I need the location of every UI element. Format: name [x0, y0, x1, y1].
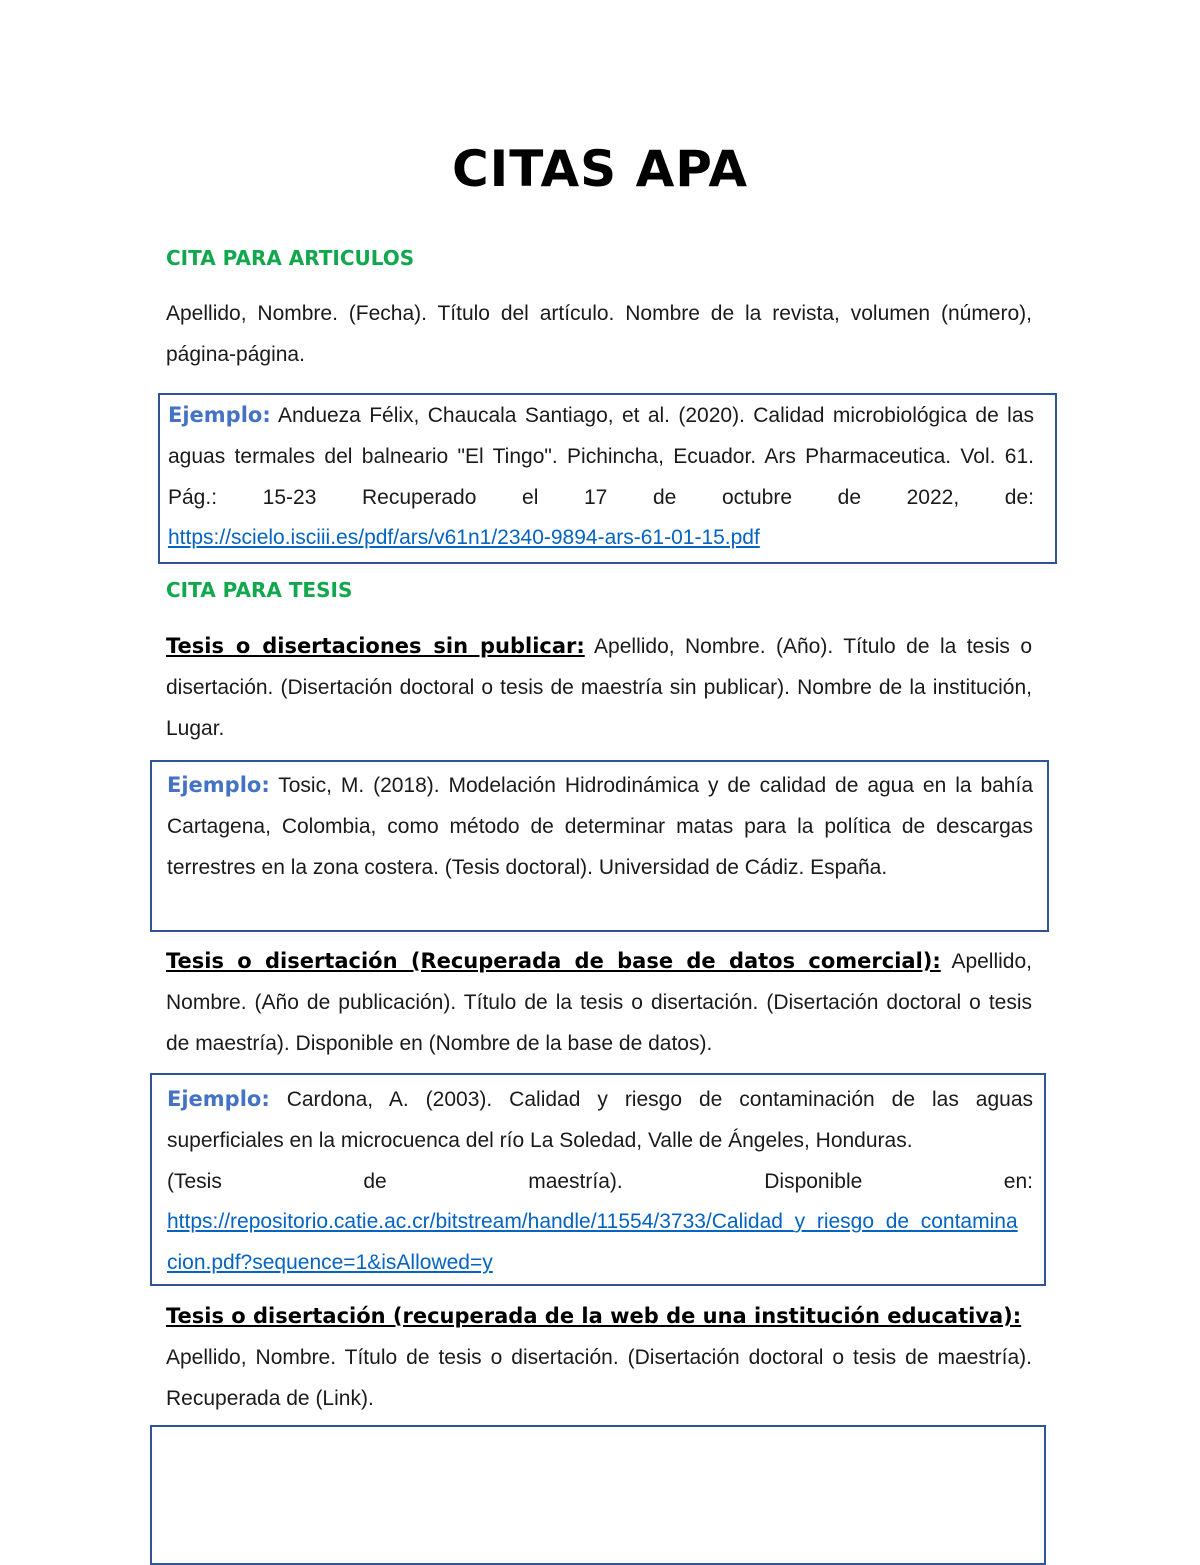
example-label: Ejemplo: [167, 1087, 270, 1111]
unpublished-example-text: Ejemplo: Tosic, M. (2018). Modelación Hidrodinámica y de calidad de agua en la bahía Cartagena, Colombia, como método de determinar matas para la política de descargas terrestres en la zona costera. (Tesis doctoral). Universidad de Cádiz. España. [167, 773, 1033, 879]
article-example-text: Ejemplo: Andueza Félix, Chaucala Santiago, et al. (2020). Calidad microbiológica de las aguas termales del balneario "El Tingo". Pichincha, Ecuador. Ars Pharmaceutica. Vol. 61. Pág.: 15-23 Recuperado el 17 de octubre de 2022, de: https://scielo.isciii.es/pdf/ars/v61n1/2340-9894-ars-61-01-15.pdf [168, 403, 1034, 550]
example-label: Ejemplo: [168, 403, 271, 427]
web-format: Tesis o disertación (recuperada de la web de una institución educativa): Apellido, Nombre. Título de tesis o disertación. (Disertación doctoral o tesis de maestría). Recuperada de (Link). [166, 1304, 1032, 1410]
commercial-example-link-wrap [167, 1202, 1022, 1284]
commercial-example-text: Ejemplo: Cardona, A. (2003). Calidad y riesgo de contaminación de las aguas superficiales en la microcuenca del río La Soledad, Valle de Ángeles, Honduras. [167, 1087, 1033, 1152]
unpublished-example-box [150, 760, 1049, 932]
example-label: Ejemplo: [167, 773, 270, 797]
web-title: Tesis o disertación (recuperada de la web de una institución educativa): [166, 1304, 1022, 1328]
commercial-example-link[interactable]: https://repositorio.catie.ac.cr/bitstream/handle/11554/3733/Calidad_y_riesgo_de_contaminacion.pdf?sequence=1&isAllowed=y [167, 1210, 1018, 1275]
commercial-title: Tesis o disertación (Recuperada de base de datos comercial): [166, 949, 941, 973]
page-title: CITAS APA [451, 140, 749, 198]
commercial-example-line: (Tesis de maestría). Disponible en: [167, 1169, 1033, 1193]
article-example-box [158, 393, 1057, 564]
commercial-example-box [150, 1073, 1046, 1286]
web-example-box-empty [150, 1425, 1046, 1565]
article-example-link[interactable]: https://scielo.isciii.es/pdf/ars/v61n1/2340-9894-ars-61-01-15.pdf [168, 526, 760, 550]
section-heading-thesis: CITA PARA TESIS [166, 578, 353, 602]
section-heading-articles: CITA PARA ARTICULOS [166, 246, 415, 270]
unpublished-title: Tesis o disertaciones sin publicar: [166, 634, 585, 658]
unpublished-format: Tesis o disertaciones sin publicar: Apellido, Nombre. (Año). Título de la tesis o disertación. (Disertación doctoral o tesis de maestría sin publicar). Nombre de la institución, Lugar. [166, 634, 1032, 740]
article-format: Apellido, Nombre. (Fecha). Título del artículo. Nombre de la revista, volumen (número), página-página. [166, 302, 1032, 366]
commercial-format: Tesis o disertación (Recuperada de base de datos comercial): Apellido, Nombre. (Año de publicación). Título de la tesis o disertación. (Disertación doctoral o tesis de maestría). Disponible en (Nombre de la base de datos). [166, 949, 1032, 1055]
